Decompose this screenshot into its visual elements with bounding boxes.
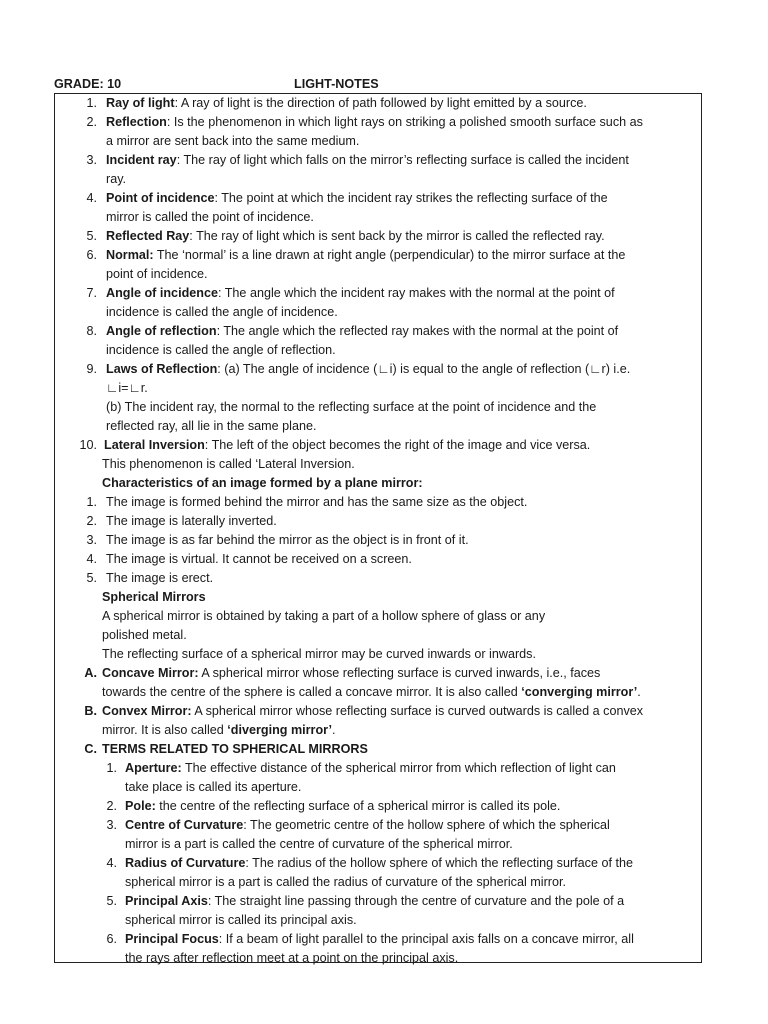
definition-text: spherical mirror is a part is called the radius of curvature of the spherical mirror. <box>125 875 566 889</box>
term: Convex Mirror: <box>102 704 192 718</box>
definition-text: : The ray of light which falls on the mirror’s reflecting surface is called the incident <box>176 153 629 167</box>
definition-text: ray. <box>106 172 127 186</box>
page-title: LIGHT-NOTES <box>294 77 379 91</box>
term: Laws of Reflection <box>106 362 218 376</box>
item-letter: A. <box>84 666 97 680</box>
definition-text: : The ray of light which is sent back by the mirror is called the reflected ray. <box>189 229 605 243</box>
definition-text: incidence is called the angle of incidence. <box>106 305 338 319</box>
definition-line <box>102 721 336 740</box>
item-number: 6. <box>106 932 117 946</box>
item-number: 3. <box>106 818 117 832</box>
item-number: 9. <box>86 362 97 376</box>
definition-text: incidence is called the angle of reflection. <box>106 343 336 357</box>
definition-text: the rays after reflection meet at a point on the principal axis. <box>125 951 459 965</box>
item-number: 2. <box>86 514 97 528</box>
item-number: 1. <box>86 495 97 509</box>
definition-text: : The angle which the reflected ray makes with the normal at the point of <box>216 324 619 338</box>
definition-text: : The angle which the incident ray makes with the normal at the point of <box>217 286 615 300</box>
item-number: 5. <box>86 571 97 585</box>
item-number: 5. <box>86 229 97 243</box>
punctuation: . <box>637 685 641 699</box>
term: Principal Focus <box>125 932 219 946</box>
page-header <box>54 75 704 94</box>
definition-text: A spherical mirror whose reflecting surface is curved inwards, i.e., faces <box>198 666 601 680</box>
term: Aperture: <box>125 761 182 775</box>
term: Reflected Ray <box>106 229 190 243</box>
list-text: The image is virtual. It cannot be received on a screen. <box>106 552 412 566</box>
item-number: 10. <box>79 438 97 452</box>
definition-text: reflected ray, all lie in the same plane. <box>106 419 317 433</box>
definition-text: take place is called its aperture. <box>125 780 302 794</box>
heading-text: TERMS RELATED TO SPHERICAL MIRRORS <box>102 742 368 756</box>
punctuation: . <box>332 723 336 737</box>
item-number: 4. <box>86 191 97 205</box>
item-number: 1. <box>106 761 117 775</box>
definition-text: mirror is called the point of incidence. <box>106 210 314 224</box>
term: Lateral Inversion <box>104 438 205 452</box>
definition-text: : (a) The angle of incidence (∟i) is equal to the angle of reflection (∟r) i.e. <box>217 362 631 376</box>
item-number: 6. <box>86 248 97 262</box>
alt-name: ‘converging mirror’ <box>521 685 638 699</box>
definition-text: The effective distance of the spherical mirror from which reflection of light can <box>181 761 616 775</box>
definition-text: : The geometric centre of the hollow sphere of which the spherical <box>243 818 610 832</box>
term: Incident ray <box>106 153 177 167</box>
list-text: The image is laterally inverted. <box>106 514 277 528</box>
term: Centre of Curvature <box>125 818 244 832</box>
definition-text: : The point at which the incident ray strikes the reflecting surface of the <box>214 191 608 205</box>
item-number: 3. <box>86 153 97 167</box>
term: Ray of light <box>106 96 175 110</box>
paragraph: polished metal. <box>102 628 187 642</box>
item-number: 8. <box>86 324 97 338</box>
grade-label: GRADE: 10 <box>54 77 122 91</box>
definition-text: spherical mirror is called its principal axis. <box>125 913 357 927</box>
item-number: 3. <box>86 533 97 547</box>
item-letter: C. <box>84 742 97 756</box>
definition-text: : A ray of light is the direction of path followed by light emitted by a source. <box>174 96 587 110</box>
definition-text: point of incidence. <box>106 267 208 281</box>
list-text: The image is formed behind the mirror and has the same size as the object. <box>106 495 528 509</box>
definition-text: mirror is a part is called the centre of curvature of the spherical mirror. <box>125 837 513 851</box>
item-number: 1. <box>86 96 97 110</box>
term: Angle of reflection <box>106 324 217 338</box>
definition-text: This phenomenon is called ‘Lateral Inversion. <box>102 457 355 471</box>
definition-text: a mirror are sent back into the same medium. <box>106 134 360 148</box>
definition-text: : The radius of the hollow sphere of which the reflecting surface of the <box>245 856 633 870</box>
item-number: 2. <box>86 115 97 129</box>
section-heading: Spherical Mirrors <box>102 590 206 604</box>
definition-text: ∟i=∟r. <box>106 381 148 395</box>
definition-text: The ‘normal’ is a line drawn at right angle (perpendicular) to the mirror surface at the <box>153 248 626 262</box>
definition-text: A spherical mirror whose reflecting surface is curved outwards is called a convex <box>191 704 644 718</box>
term: Concave Mirror: <box>102 666 199 680</box>
paragraph: The reflecting surface of a spherical mirror may be curved inwards or inwards. <box>102 647 536 661</box>
term: Principal Axis <box>125 894 208 908</box>
term: Radius of Curvature <box>125 856 246 870</box>
definition-text: the centre of the reflecting surface of a spherical mirror is called its pole. <box>155 799 561 813</box>
item-number: 7. <box>86 286 97 300</box>
definition-line <box>102 683 641 702</box>
paragraph: A spherical mirror is obtained by taking a part of a hollow sphere of glass or any <box>102 609 546 623</box>
alt-name: ‘diverging mirror’ <box>227 723 333 737</box>
item-letter: B. <box>84 704 97 718</box>
definition-text: mirror. It is also called <box>102 723 228 737</box>
notes-box <box>54 93 702 963</box>
item-number: 4. <box>86 552 97 566</box>
term: Pole: <box>125 799 156 813</box>
definition-text: : If a beam of light parallel to the principal axis falls on a concave mirror, all <box>218 932 634 946</box>
item-number: 4. <box>106 856 117 870</box>
term: Reflection <box>106 115 167 129</box>
section-heading: Characteristics of an image formed by a plane mirror: <box>102 476 423 490</box>
definition-text: : The left of the object becomes the right of the image and vice versa. <box>204 438 591 452</box>
list-text: The image is erect. <box>106 571 214 585</box>
definition-text: : Is the phenomenon in which light rays on striking a polished smooth surface such as <box>166 115 643 129</box>
item-number: 2. <box>106 799 117 813</box>
list-text: The image is as far behind the mirror as the object is in front of it. <box>106 533 469 547</box>
item-number: 5. <box>106 894 117 908</box>
definition-text: (b) The incident ray, the normal to the reflecting surface at the point of incidence and the <box>106 400 597 414</box>
term: Normal: <box>106 248 154 262</box>
definition-text: : The straight line passing through the centre of curvature and the pole of a <box>207 894 625 908</box>
definition-text: towards the centre of the sphere is called a concave mirror. It is also called <box>102 685 522 699</box>
term: Point of incidence <box>106 191 215 205</box>
term: Angle of incidence <box>106 286 218 300</box>
